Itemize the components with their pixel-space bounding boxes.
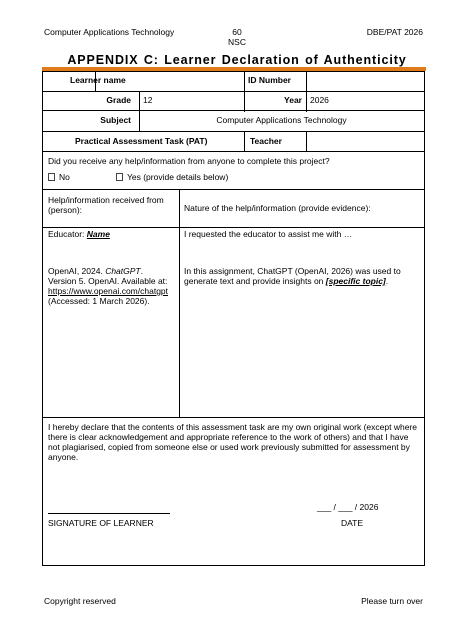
header-subject: Computer Applications Technology xyxy=(44,27,175,37)
help-from-header: Help/information received from (person): xyxy=(48,195,164,215)
col-divider xyxy=(179,189,180,417)
row-divider xyxy=(43,151,424,152)
chatgpt-nature xyxy=(184,266,420,286)
option-no-label: No xyxy=(59,172,70,182)
header-reference: DBE/PAT 2026 xyxy=(366,27,423,37)
declaration-text: I hereby declare that the contents of this assessment task are my own original work (except where there is clear acknowledgement and appropriate reference to the work of others) and that I have not plagiarised, copied from someone else or used work previously submitted for assessment by anyone. xyxy=(48,422,417,462)
option-no[interactable] xyxy=(48,172,70,182)
col-divider xyxy=(244,131,245,151)
openai-period: . xyxy=(140,266,143,276)
teacher-label: Teacher xyxy=(250,136,282,146)
openai-author: OpenAI, 2024. xyxy=(48,266,106,276)
row-divider xyxy=(43,189,424,190)
openai-line2: Version 5. OpenAI. Available at: xyxy=(48,276,168,286)
checkbox-yes[interactable] xyxy=(116,173,123,181)
row-divider xyxy=(43,227,424,228)
year-value: 2026 xyxy=(310,95,329,105)
openai-accessed: (Accessed: 1 March 2026). xyxy=(48,296,150,306)
nature-header: Nature of the help/information (provide evidence): xyxy=(184,203,371,213)
page-sub: NSC xyxy=(228,37,246,47)
chatgpt-nature-period: . xyxy=(385,276,389,286)
date-label: DATE xyxy=(341,518,364,528)
col-divider xyxy=(306,72,307,112)
signature-line[interactable] xyxy=(48,513,170,514)
pat-label: Practical Assessment Task (PAT) xyxy=(75,136,208,146)
educator-name-field[interactable]: Name xyxy=(86,229,110,239)
subject-label: Subject xyxy=(100,115,131,125)
row-divider xyxy=(43,110,424,111)
help-question: Did you receive any help/information from anyone to complete this project? xyxy=(48,156,330,166)
subject-value: Computer Applications Technology xyxy=(216,115,347,125)
id-number-label: ID Number xyxy=(248,75,291,85)
row-divider xyxy=(43,131,424,132)
openai-product: ChatGPT xyxy=(105,266,141,276)
page-title: APPENDIX C: Learner Declaration of Authenticity xyxy=(67,53,407,67)
date-value[interactable]: ___ / ___ / 2026 xyxy=(317,502,379,512)
declaration-form xyxy=(42,71,425,566)
row-divider xyxy=(43,417,424,418)
openai-reference xyxy=(48,266,177,306)
footer-turn-over: Please turn over xyxy=(361,596,423,606)
openai-line1 xyxy=(48,266,177,276)
page-number: 60 xyxy=(232,27,242,37)
openai-link[interactable]: https://www.openai.com/chatgpt xyxy=(48,286,169,296)
col-divider xyxy=(306,131,307,151)
educator-entry xyxy=(48,229,176,239)
row-divider xyxy=(43,91,424,92)
educator-prefix: Educator: xyxy=(48,229,85,239)
signature-label: SIGNATURE OF LEARNER xyxy=(48,518,154,528)
year-label: Year xyxy=(284,95,302,105)
option-yes-label: Yes (provide details below) xyxy=(127,172,229,182)
grade-label: Grade xyxy=(106,95,131,105)
educator-nature: I requested the educator to assist me with … xyxy=(184,229,353,239)
specific-topic-field[interactable]: [specific topic] xyxy=(325,276,386,286)
grade-value: 12 xyxy=(143,95,153,105)
learner-name-label: Learner name xyxy=(70,75,126,85)
checkbox-no[interactable] xyxy=(48,173,55,181)
option-yes[interactable] xyxy=(116,172,228,182)
footer-copyright: Copyright reserved xyxy=(44,596,116,606)
col-divider xyxy=(244,72,245,112)
col-divider xyxy=(139,91,140,131)
chatgpt-nature-text: In this assignment, ChatGPT (OpenAI, 2026) was used to generate text and provide insights on xyxy=(184,266,401,286)
